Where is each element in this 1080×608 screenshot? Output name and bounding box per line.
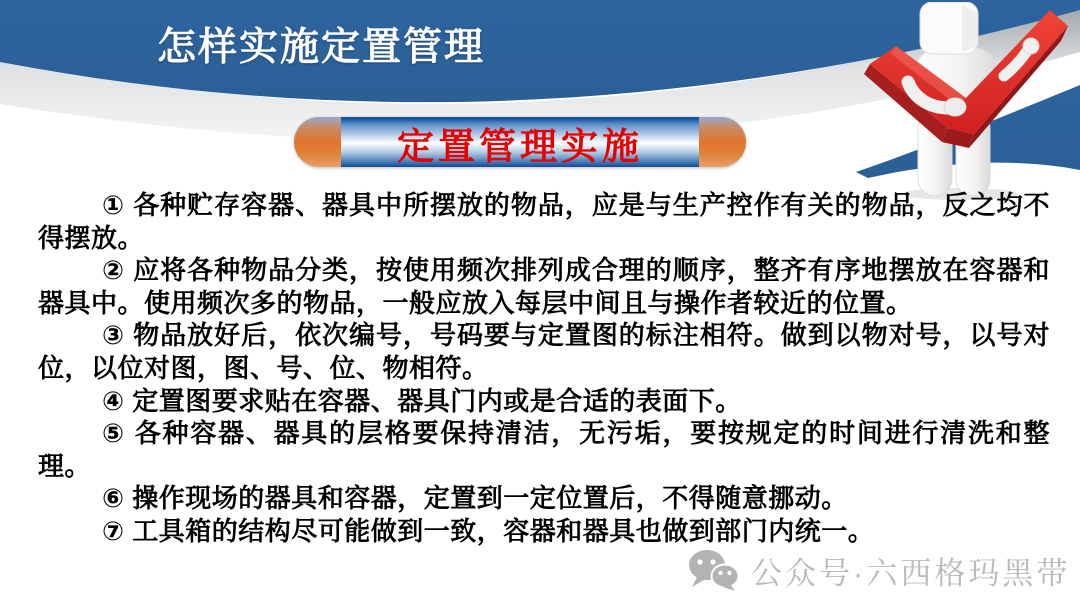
checkmark-mascot-figure [856, 2, 1072, 200]
list-item-6: ⑥ 操作现场的器具和容器，定置到一定位置后，不得随意挪动。 [102, 483, 848, 514]
list-item-2: ② 应将各种物品分类，按使用频次排列成合理的顺序，整齐有序地摆放在容器和器具中。使用频次多的物品，一般应放入每层中间且与操作者较近的位置。 [38, 255, 1050, 318]
mascot-hand [944, 98, 966, 116]
banner-label: 定置管理实施 [397, 127, 643, 167]
list-item-3: ③ 物品放好后，依次编号，号码要与定置图的标注相符。做到以物对号，以号对位，以位对图，图、号、位、物相符。 [38, 320, 1050, 383]
section-banner [294, 117, 746, 167]
list-item-4: ④ 定置图要求贴在容器、器具门内或是合适的表面下。 [102, 385, 742, 416]
list-item-5: ⑤ 各种容器、器具的层格要保持清洁，无污垢，要按规定的时间进行清洗和整理。 [38, 418, 1050, 481]
mascot-hand [1023, 38, 1039, 54]
page-title: 怎样实施定置管理 [157, 26, 486, 69]
watermark [686, 548, 1070, 592]
wechat-icon [686, 549, 742, 591]
watermark-label: 公众号·六西格玛黑带 [751, 555, 1071, 591]
content-list [38, 189, 1050, 548]
list-item-7: ⑦ 工具箱的结构尽可能做到一致，容器和器具也做到部门内统一。 [102, 515, 875, 546]
list-item-1: ① 各种贮存容器、器具中所摆放的物品，应是与生产控作有关的物品，反之均不得摆放。 [38, 190, 1050, 253]
